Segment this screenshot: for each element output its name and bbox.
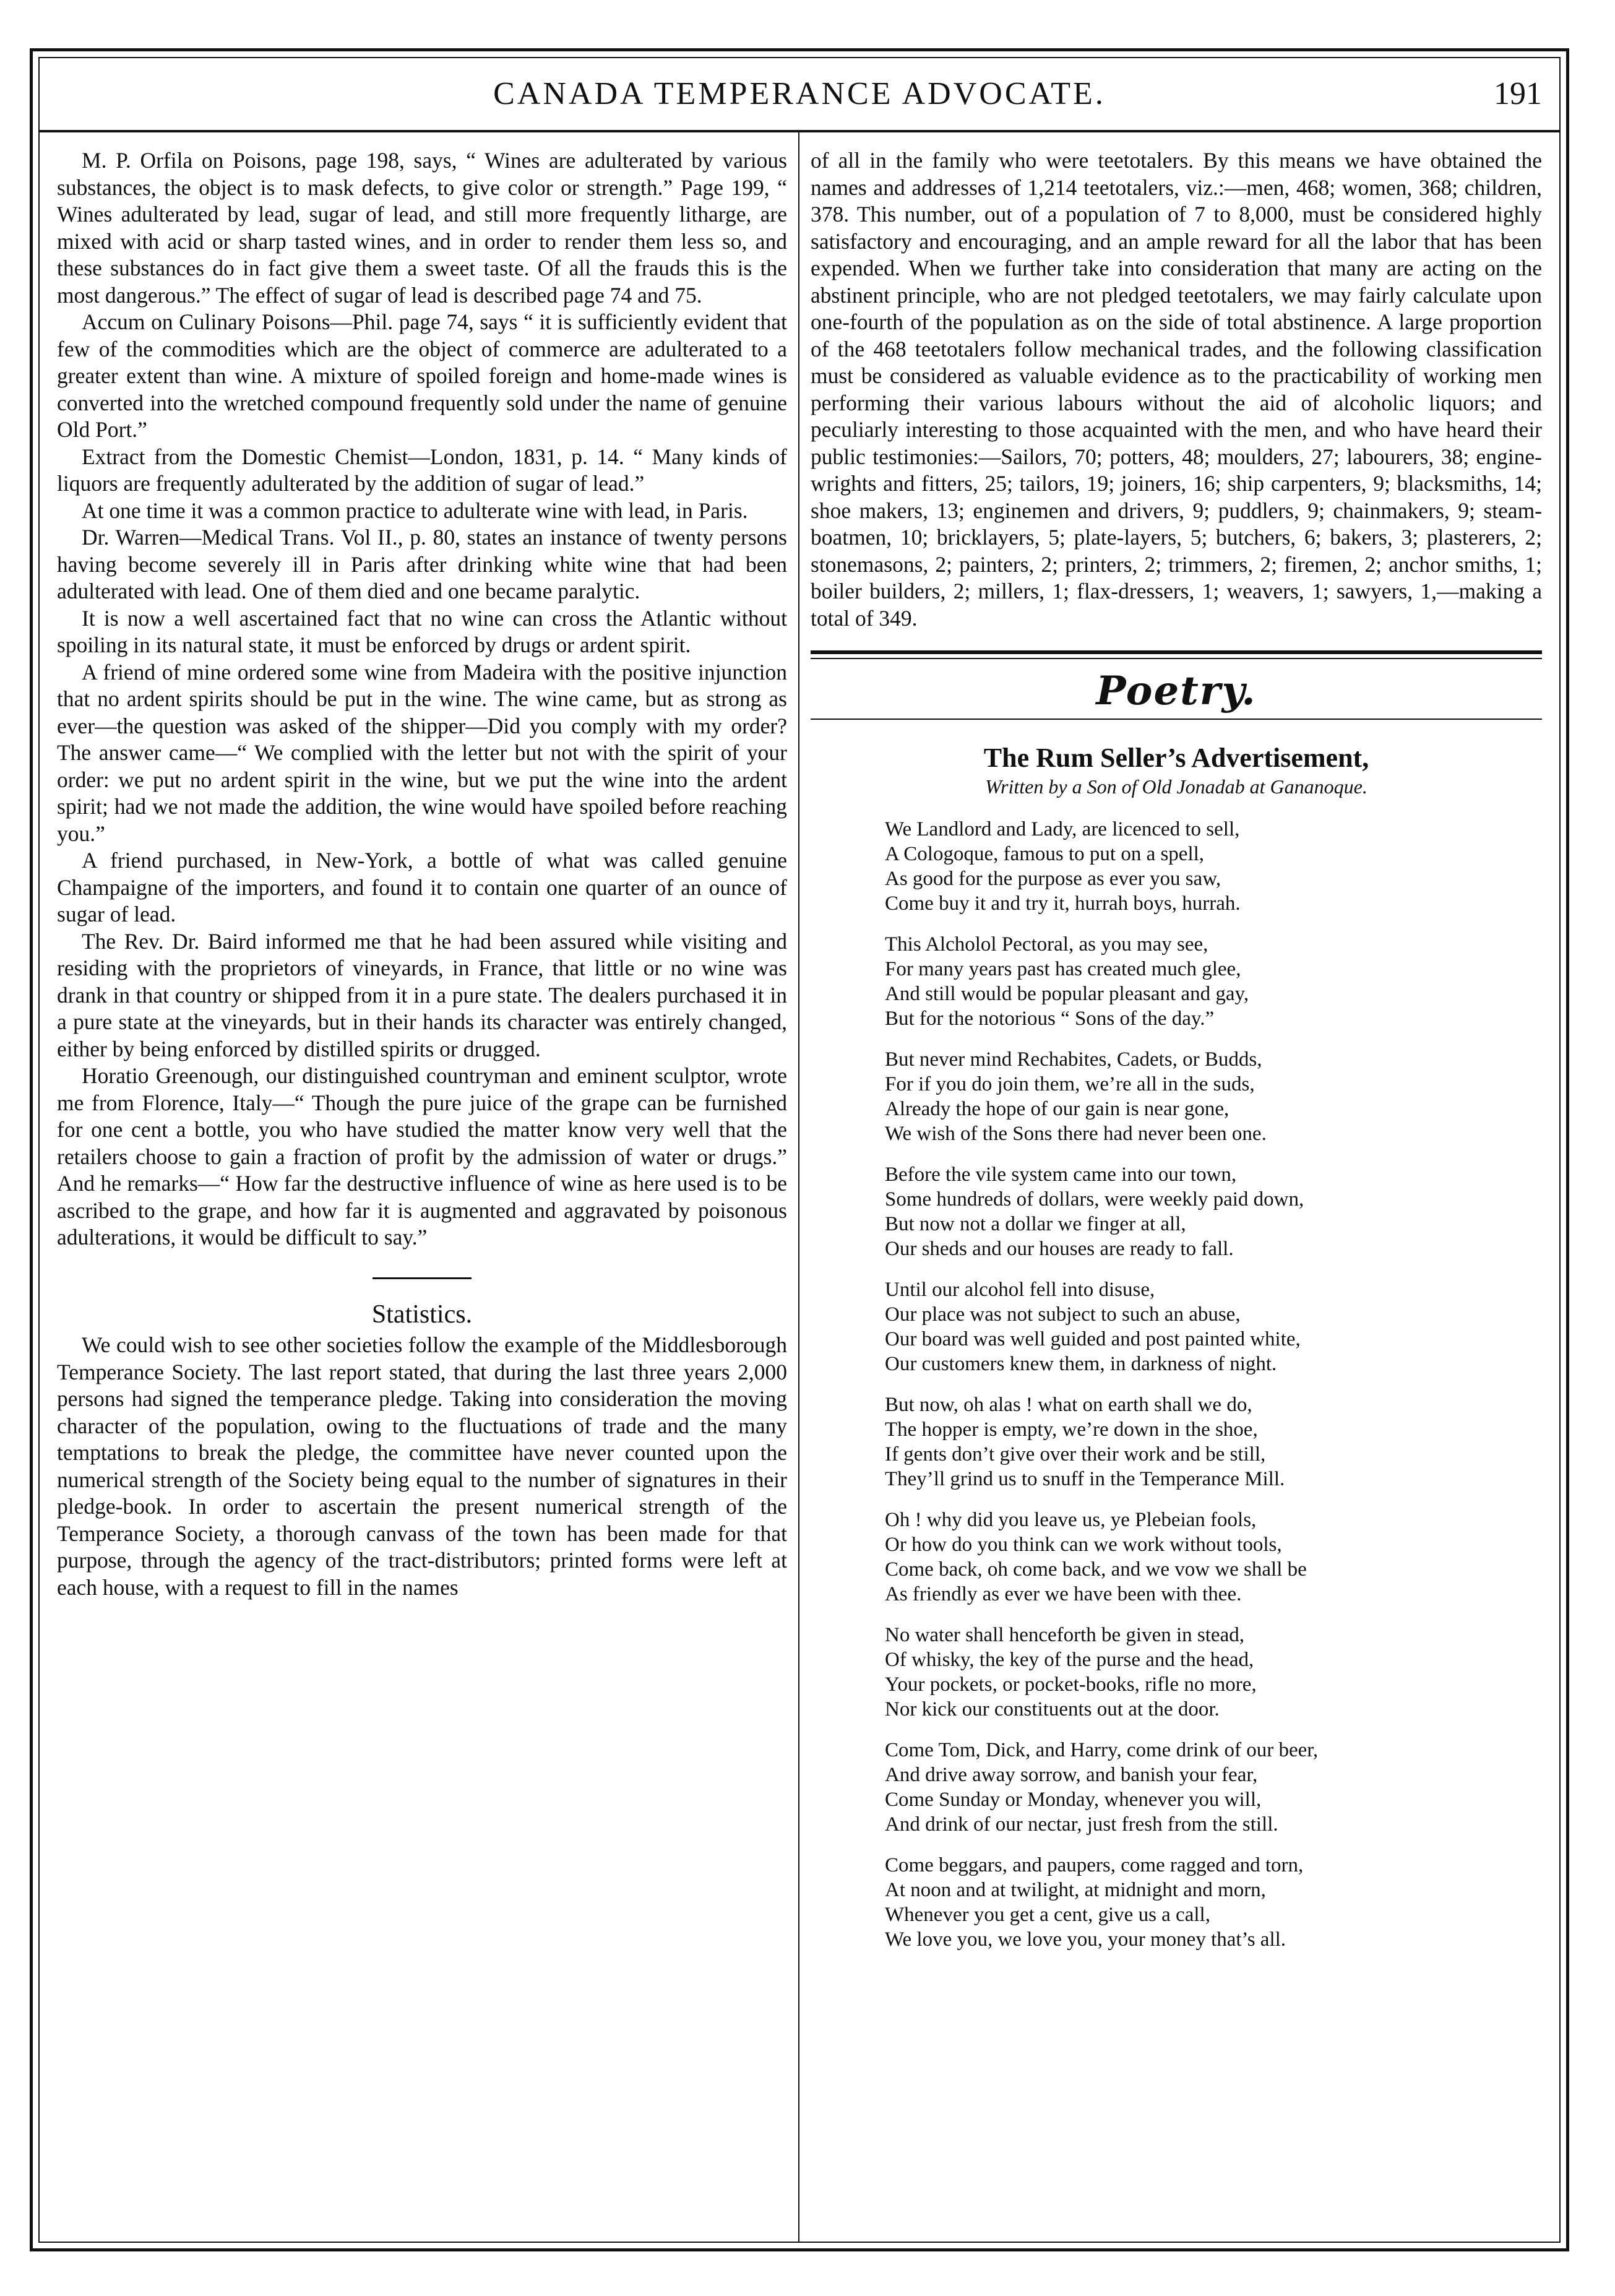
poem-stanza xyxy=(885,1508,1542,1607)
double-rule xyxy=(811,650,1542,659)
paragraph-paris: At one time it was a common practice to adulterate wine with lead, in Paris. xyxy=(82,498,748,523)
poem-line: At noon and at twilight, at midnight and morn, xyxy=(885,1878,1266,1901)
poem-stanza xyxy=(885,1623,1542,1722)
poem-line: This Alcholol Pectoral, as you may see, xyxy=(885,933,1208,956)
statistics-heading: Statistics. xyxy=(371,1300,473,1329)
poem-line: Our board was well guided and post painted white, xyxy=(885,1327,1301,1350)
poem-line: As good for the purpose as ever you saw, xyxy=(885,867,1221,890)
header-rule xyxy=(38,130,1561,132)
paragraph-atlantic: It is now a well ascertained fact that no wine can cross the Atlantic without spoiling in its natural state, it must be enforced by drugs or ardent spirit. xyxy=(57,605,787,657)
poem-line: Of whisky, the key of the purse and the head, xyxy=(885,1648,1254,1671)
page-number: 191 xyxy=(1494,76,1542,111)
poem-line: If gents don’t give over their work and be still, xyxy=(885,1443,1266,1465)
paragraph-champaigne: A friend purchased, in New-York, a bottle of what was called genuine Champaigne of the importers, and found it to contain one quarter of an ounce of sugar of lead. xyxy=(57,848,787,926)
poem-line: Our customers knew them, in darkness of night. xyxy=(885,1352,1277,1375)
poem-stanza xyxy=(885,817,1542,916)
paragraph-accum: Accum on Culinary Poisons—Phil. page 74, says “ it is sufficiently evident that few of the commodities which are the object of commerce are adulterated to a greater extent than wine. A mixture of spoiled foreign and home-made wines is converted into the wretched compound frequently sold under the name of genuine Old Port.” xyxy=(57,309,787,442)
paragraph-baird: The Rev. Dr. Baird informed me that he had been assured while visiting and residing with the proprietors of vineyards, in France, that little or no wine was drank in that country or shipped from it in a pure state. The dealers purchased it in a pure state at the vineyards, but in their hands its character was entirely changed, either by being enforced by distilled spirits or drugged. xyxy=(57,928,787,1061)
poem-line: Our sheds and our houses are ready to fall. xyxy=(885,1237,1234,1260)
poem-stanza xyxy=(885,1738,1542,1837)
poem-line: But never mind Rechabites, Cadets, or Budds, xyxy=(885,1048,1262,1071)
poem-line: But for the notorious “ Sons of the day.” xyxy=(885,1007,1215,1030)
poetry-rule xyxy=(811,719,1542,720)
poem-line: Whenever you get a cent, give us a call, xyxy=(885,1903,1210,1926)
poem-stanza xyxy=(885,1277,1542,1376)
poem-line: Come back, oh come back, and we vow we shall be xyxy=(885,1558,1307,1581)
poem-line: But now, oh alas ! what on earth shall we do, xyxy=(885,1393,1252,1416)
poem-line: We wish of the Sons there had never been one. xyxy=(885,1122,1267,1145)
poem-line: We Landlord and Lady, are licenced to sell, xyxy=(885,818,1240,840)
poem-line: Some hundreds of dollars, were weekly paid down, xyxy=(885,1188,1304,1211)
poem-line: Our place was not subject to such an abuse, xyxy=(885,1303,1241,1326)
paragraph-madeira: A friend of mine ordered some wine from Madeira with the positive injunction that no ardent spirits should be put in the wine. The wine came, but as strong as ever—the question was asked of the shipper—Did you comply with my order? The answer came—“ We complied with the letter but not with the spirit of your order: we put no ardent spirit in the wine, but we put the wine into the ardent spirit; had we not made the addition, the wine would have spoiled before reaching you.” xyxy=(57,659,787,846)
poem-line: And drink of our nectar, just fresh from the still. xyxy=(885,1813,1278,1836)
paragraph-orfila: M. P. Orfila on Poisons, page 198, says, “ Wines are adulterated by various substances, the object is to mask defects, to give color or strength.” Page 199, “ Wines adulterated by lead, sugar of lead, and still more frequently litharge, are mixed with acid or sharp tasted wines, and in order to render them less so, and these substances do in fact give them a sweet taste. Of all the frauds this is the most dangerous.” The effect of sugar of lead is described page 74 and 75. xyxy=(57,148,787,308)
poem-line: We love you, we love you, your money that’s all. xyxy=(885,1928,1286,1951)
poem-line: Come Sunday or Monday, whenever you will, xyxy=(885,1788,1262,1811)
poem-line: But now not a dollar we finger at all, xyxy=(885,1212,1186,1235)
paragraph-domestic-chemist: Extract from the Domestic Chemist—London, 1831, p. 14. “ Many kinds of liquors are frequently adulterated by the addition of sugar of lead.” xyxy=(57,444,787,496)
poem-line: No water shall henceforth be given in stead, xyxy=(885,1623,1244,1646)
poem-stanza xyxy=(885,1047,1542,1146)
poem-byline: Written by a Son of Old Jonadab at Gananoque. xyxy=(985,775,1367,798)
poem-line: Before the vile system came into our town, xyxy=(885,1163,1237,1186)
poem-stanza xyxy=(885,1162,1542,1261)
poetry-heading: Poetry. xyxy=(1096,668,1257,714)
poem-line: They’ll grind us to snuff in the Temperance Mill. xyxy=(885,1467,1285,1490)
left-column xyxy=(57,147,787,1601)
publication-title: CANADA TEMPERANCE ADVOCATE. xyxy=(493,76,1106,111)
poem-line: For if you do join them, we’re all in the suds, xyxy=(885,1072,1255,1095)
poem-line: As friendly as ever we have been with thee. xyxy=(885,1582,1242,1605)
right-column xyxy=(811,147,1542,1968)
poem-line: Come beggars, and paupers, come ragged and torn, xyxy=(885,1854,1304,1876)
poem-line: And drive away sorrow, and banish your fear, xyxy=(885,1763,1258,1786)
poem-line: Already the hope of our gain is near gone, xyxy=(885,1097,1230,1120)
poem-body xyxy=(811,817,1542,1952)
poem-stanza xyxy=(885,932,1542,1031)
poem-line: Or how do you think can we work without tools, xyxy=(885,1533,1282,1556)
page-header xyxy=(38,62,1561,130)
poem-line: Until our alcohol fell into disuse, xyxy=(885,1278,1155,1301)
section-separator xyxy=(373,1277,472,1279)
column-divider xyxy=(798,132,799,2243)
poem-line: Oh ! why did you leave us, ye Plebeian fools, xyxy=(885,1508,1257,1531)
poem-line: Come Tom, Dick, and Harry, come drink of our beer, xyxy=(885,1738,1319,1761)
poem-stanza xyxy=(885,1853,1542,1952)
poem-line: The hopper is empty, we’re down in the shoe, xyxy=(885,1418,1258,1441)
poem-title: The Rum Seller’s Advertisement, xyxy=(983,742,1369,773)
paragraph-statistics: We could wish to see other societies follow the example of the Middlesborough Temperance Society. The last report stated, that during the last three years 2,000 persons had signed the temperance pledge. Taking into consideration the moving character of the population, owing to the fluctuations of trade and the many temptations to break the pledge, the committee have never counted upon the numerical strength of the Society being equal to the number of signatures in their pledge-book. In order to ascertain the present numerical strength of the Temperance Society, a thorough canvass of the town has been made for that purpose, through the agency of the tract-distributors; printed forms were left at each house, with a request to fill in the names xyxy=(57,1332,787,1600)
poem-line: And still would be popular pleasant and gay, xyxy=(885,982,1249,1005)
poem-stanza xyxy=(885,1392,1542,1491)
poem-line: For many years past has created much glee, xyxy=(885,957,1241,980)
poem-line: A Cologoque, famous to put on a spell, xyxy=(885,842,1205,865)
paragraph-statistics-continued: of all in the family who were teetotalers. By this means we have obtained the names and addresses of 1,214 teetotalers, viz.:—men, 468; women, 368; children, 378. This number, out of a population of 7 to 8,000, must be considered highly satisfactory and encouraging, and an ample reward for all the labor that has been expended. When we further take into consideration that many are acting on the abstinent principle, who are not pledged teetotalers, we may fairly calculate upon one-fourth of the population as on the side of total abstinence. A large proportion of the 468 teetotalers follow mechanical trades, and the following classification must be considered as valuable evidence as to the practicability of working men performing their various labours without the aid of alcoholic liquors; and peculiarly interesting to those acquainted with the men, and who have heard their public testimonies:—Sailors, 70; potters, 48; moulders, 27; labourers, 38; engine-wrights and fitters, 25; tailors, 19; joiners, 16; ship carpenters, 9; blacksmiths, 14; shoe makers, 13; enginemen and drivers, 9; puddlers, 9; chainmakers, 9; steam-boatmen, 10; bricklayers, 5; plate-layers, 5; butchers, 6; bakers, 3; plasterers, 2; stonemasons, 2; painters, 2; printers, 2; trimmers, 2; firemen, 2; anchor smiths, 1; boiler builders, 2; millers, 1; flax-dressers, 1; weavers, 1; sawyers, 1,—making a total of 349. xyxy=(811,148,1542,631)
paragraph-warren: Dr. Warren—Medical Trans. Vol II., p. 80, states an instance of twenty persons having become severely ill in Paris after drinking white wine that had been adulterated with lead. One of them died and one became paralytic. xyxy=(57,525,787,603)
paragraph-greenough: Horatio Greenough, our distinguished countryman and eminent sculptor, wrote me from Florence, Italy—“ Though the pure juice of the grape can be furnished for one cent a bottle, you who have studied the matter know very well that the retailers choose to gain a fraction of profit by the admission of water or drugs.” And he remarks—“ How far the destructive influence of wine as here used is to be ascribed to the grape, and how far it is augmented and aggravated by poisonous adulterations, it would be difficult to say.” xyxy=(57,1063,787,1249)
poem-line: Your pockets, or pocket-books, rifle no more, xyxy=(885,1673,1257,1696)
poem-line: Nor kick our constituents out at the door. xyxy=(885,1698,1220,1720)
poem-line: Come buy it and try it, hurrah boys, hurrah. xyxy=(885,892,1241,915)
